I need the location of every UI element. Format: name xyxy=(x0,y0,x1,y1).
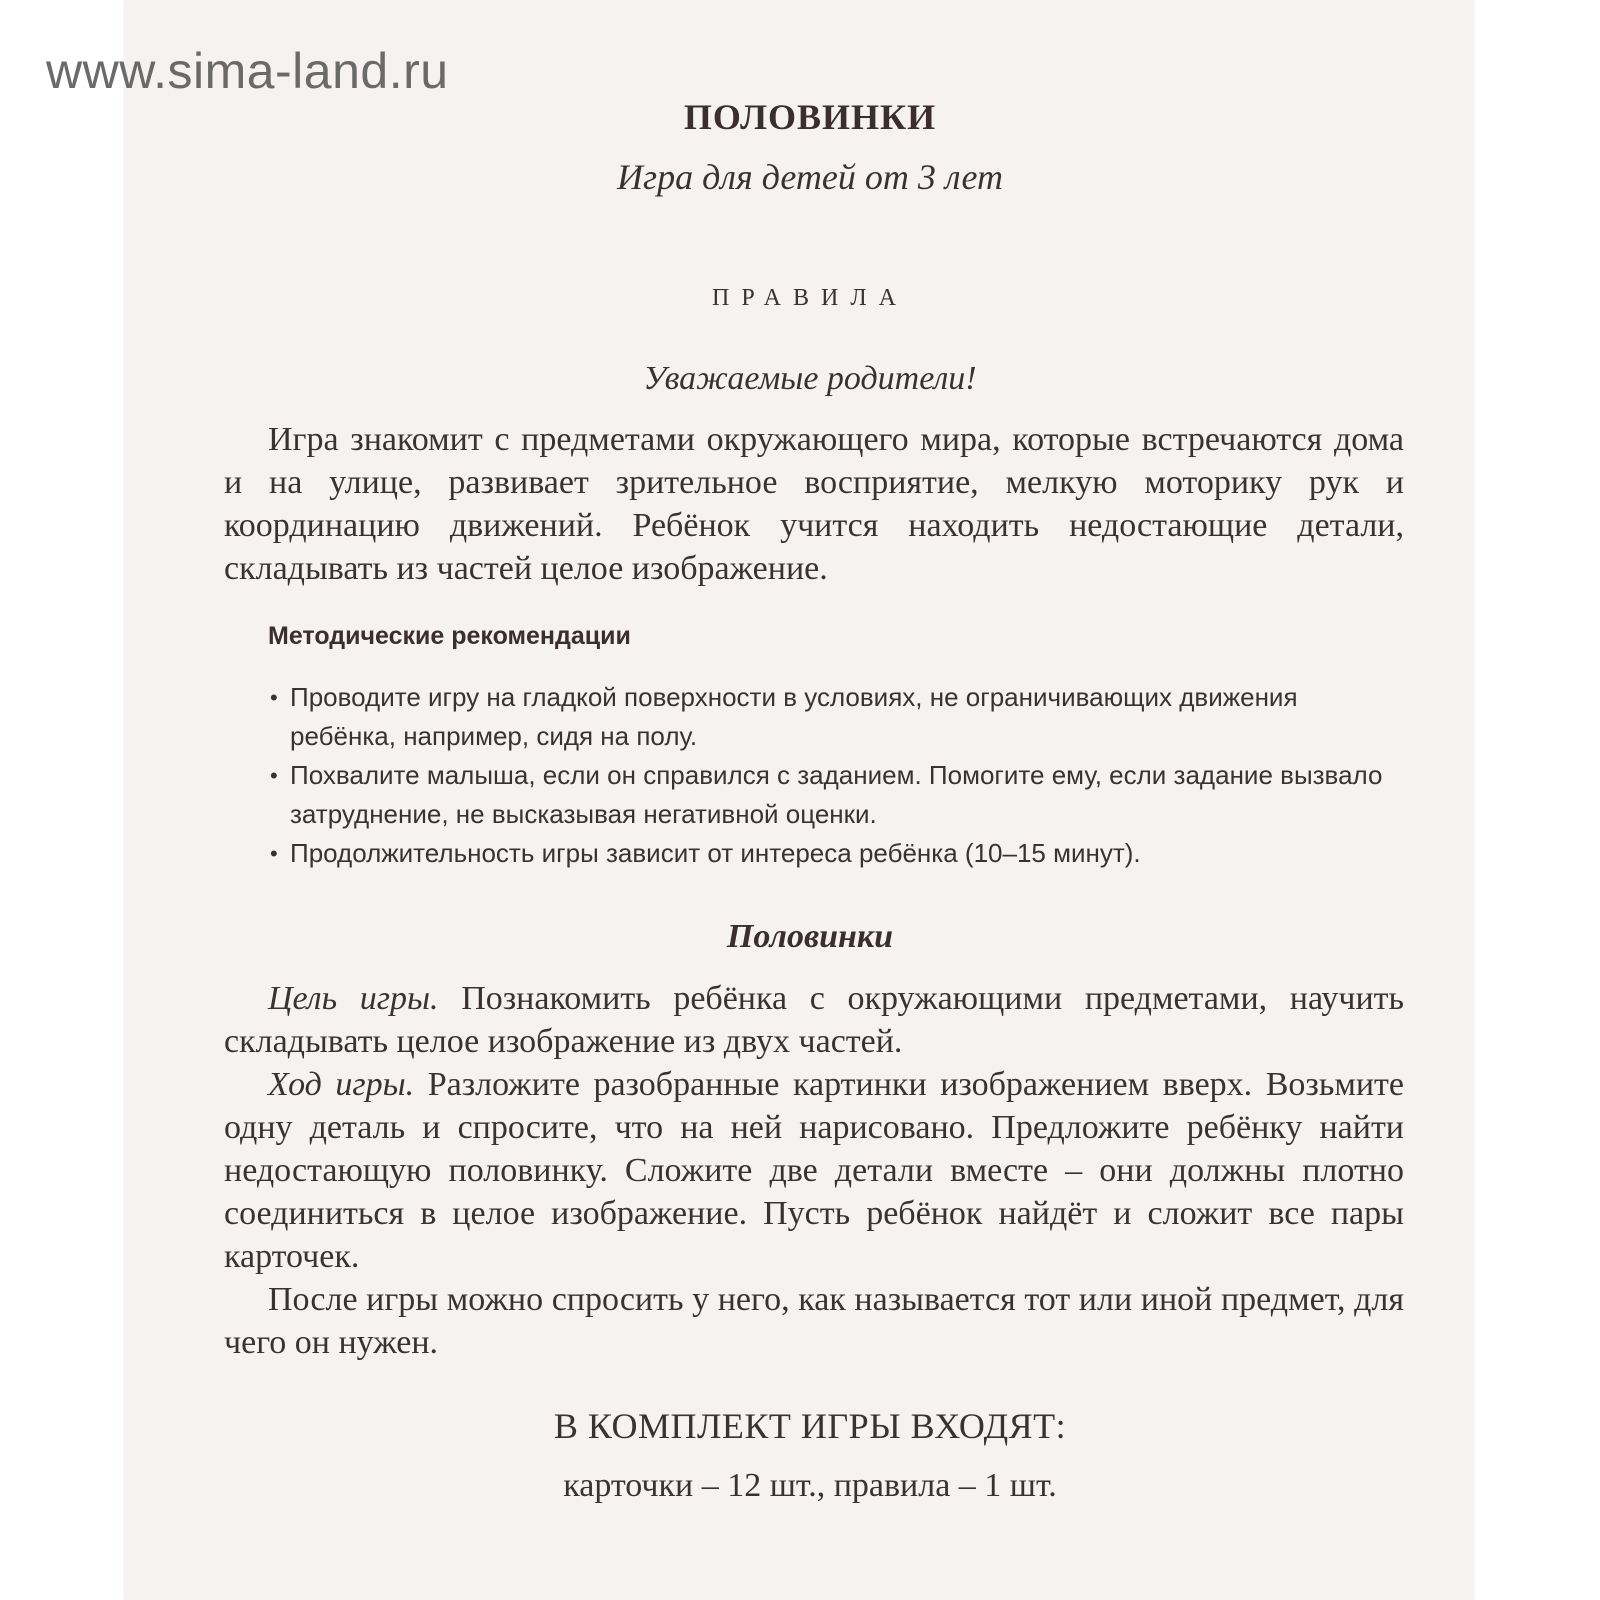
list-item-text: Похвалите малыша, если он справился с заданием. Помогите ему, если задание вызвало затруднение, не высказывая негативной оценки. xyxy=(290,760,1383,829)
greeting: Уважаемые родители! xyxy=(643,360,977,397)
page-title: ПОЛОВИНКИ xyxy=(683,97,937,137)
list-item xyxy=(268,678,1388,756)
game-body xyxy=(224,977,1404,1364)
bullet-icon: • xyxy=(270,763,278,788)
list-item xyxy=(268,756,1388,834)
process-text: Разложите разобранные картинки изображением вверх. Возьмите одну деталь и спросите, что на ней нарисовано. Предложите ребёнку найти недостающую половинку. Сложите две детали вместе – они должны плотно соединиться в целое изображение. Пусть ребёнок найдёт и сложит все пары карточек. xyxy=(224,1066,1404,1275)
bullet-icon: • xyxy=(270,841,278,866)
bullet-icon: • xyxy=(270,685,278,710)
goal-text: Познакомить ребёнка с окружающими предметами, научить складывать целое изображение из двух частей. xyxy=(224,980,1404,1060)
list-item xyxy=(268,834,1388,873)
process-label: Ход игры. xyxy=(268,1066,415,1103)
game-heading: Половинки xyxy=(726,918,894,955)
process-paragraph xyxy=(224,1063,1404,1278)
rules-heading: ПРАВИЛА xyxy=(712,285,908,311)
kit-contents: карточки – 12 шт., правила – 1 шт. xyxy=(563,1467,1057,1504)
watermark: www.sima-land.ru xyxy=(46,43,449,99)
method-heading: Методические рекомендации xyxy=(268,622,631,650)
method-list xyxy=(268,678,1388,873)
kit-heading: В КОМПЛЕКТ ИГРЫ ВХОДЯТ: xyxy=(553,1406,1067,1446)
goal-label: Цель игры. xyxy=(268,980,439,1017)
page-subtitle: Игра для детей от 3 лет xyxy=(617,157,1003,197)
list-item-text: Продолжительность игры зависит от интереса ребёнка (10–15 минут). xyxy=(290,838,1141,868)
intro-paragraph: Игра знакомит с предметами окружающего мира, которые встречаются дома и на улице, развивает зрительное восприятие, мелкую моторику рук и координацию движений. Ребёнок учится находить недостающие детали, складывать из частей целое изображение. xyxy=(224,421,1404,587)
list-item-text: Проводите игру на гладкой поверхности в условиях, не ограничивающих движения ребёнка, например, сидя на полу. xyxy=(290,682,1298,751)
after-paragraph: После игры можно спросить у него, как называется тот или иной предмет, для чего он нужен. xyxy=(224,1281,1404,1361)
goal-paragraph xyxy=(224,977,1404,1063)
